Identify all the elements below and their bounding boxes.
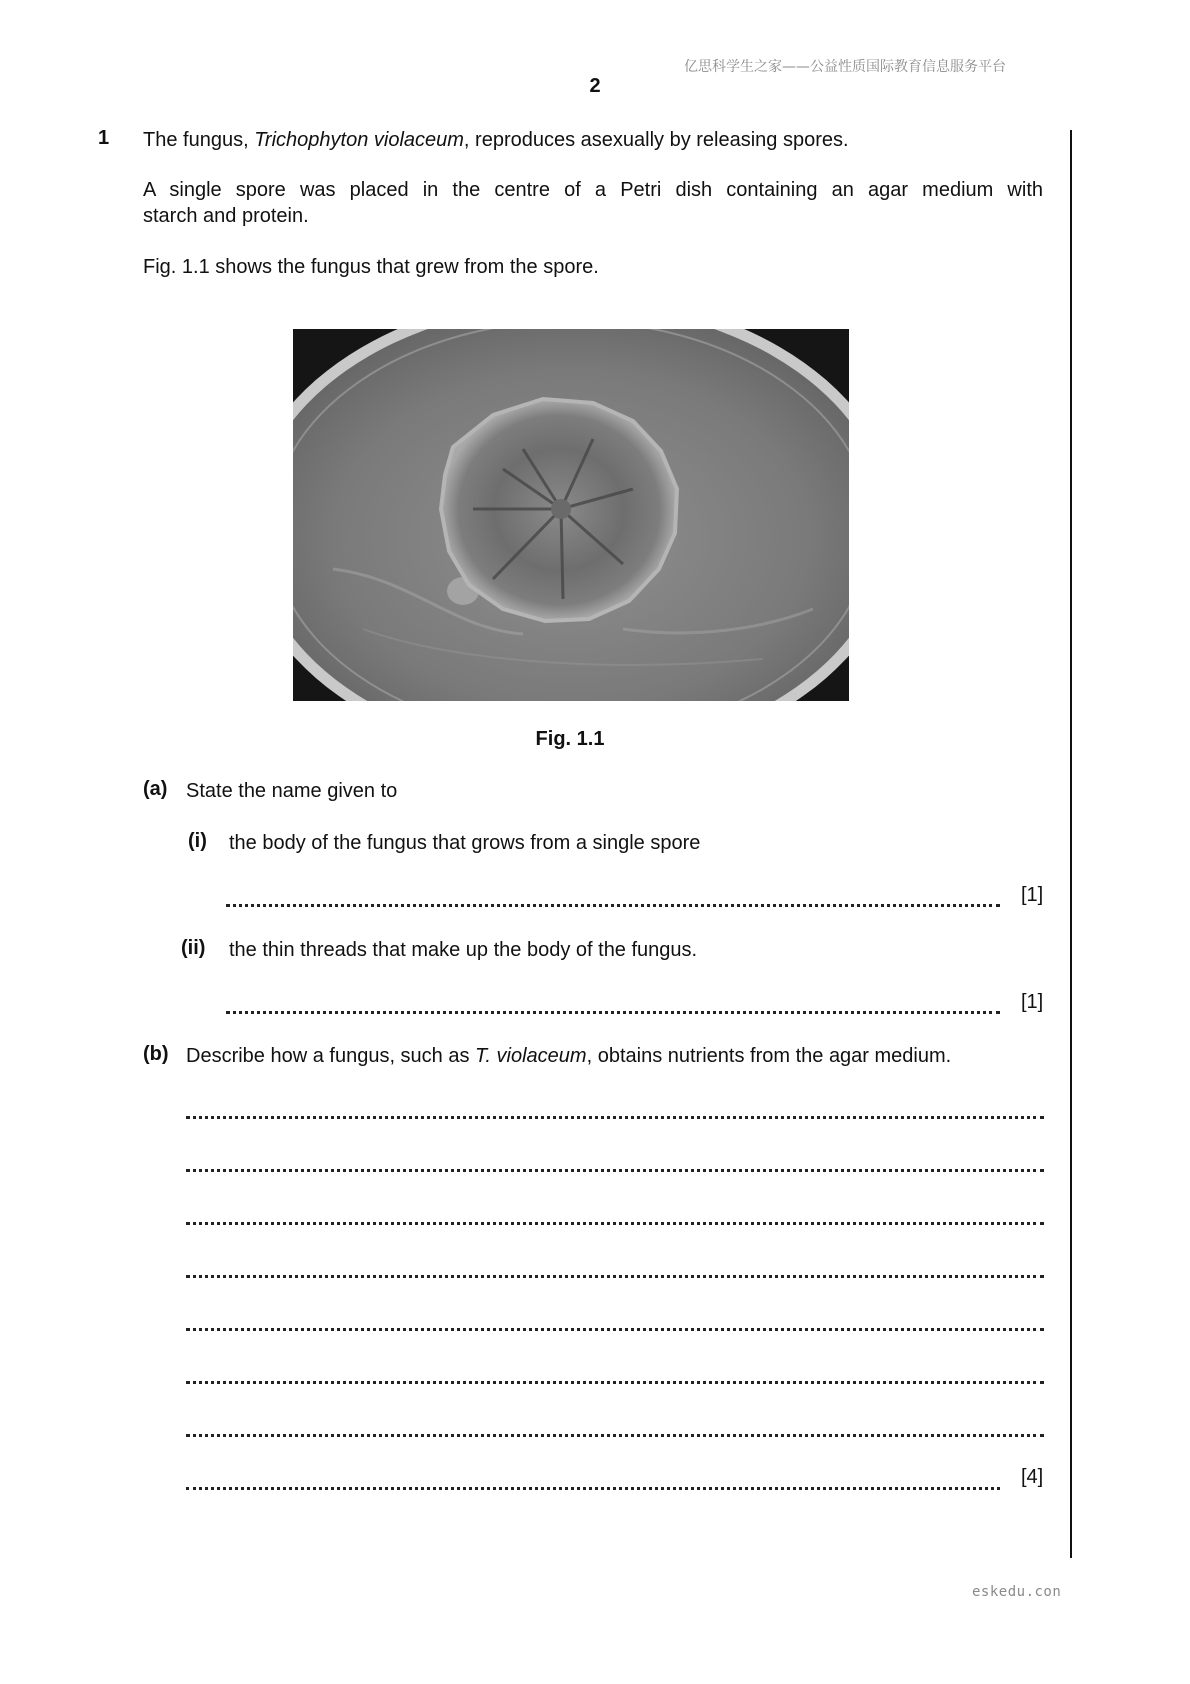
answer-line-b-8[interactable] <box>186 1487 1000 1490</box>
part-b-label: (b) <box>143 1043 169 1065</box>
answer-line-a-i[interactable] <box>226 904 1000 907</box>
answer-line-b-5[interactable] <box>186 1328 1044 1331</box>
answer-line-a-ii[interactable] <box>226 1011 1000 1014</box>
answer-line-b-2[interactable] <box>186 1169 1044 1172</box>
para3: Fig. 1.1 shows the fungus that grew from the spore. <box>143 256 599 278</box>
species-name: Trichophyton violaceum <box>254 129 464 151</box>
answer-line-b-1[interactable] <box>186 1116 1044 1119</box>
watermark-top: 亿思科学生之家——公益性质国际教育信息服务平台 <box>684 59 1006 75</box>
answer-line-b-7[interactable] <box>186 1434 1044 1437</box>
part-b-species: T. violaceum <box>475 1045 587 1067</box>
page-number: 2 <box>589 75 601 97</box>
question-number: 1 <box>98 127 110 149</box>
part-a-stem: State the name given to <box>186 780 398 802</box>
answer-line-b-4[interactable] <box>186 1275 1044 1278</box>
answer-line-b-6[interactable] <box>186 1381 1044 1384</box>
para2-line2: starch and protein. <box>143 205 309 227</box>
intro-prefix: The fungus, <box>143 129 255 151</box>
question-intro <box>143 127 1043 153</box>
part-a-ii-label: (ii) <box>181 937 206 959</box>
part-a-i-label: (i) <box>188 830 207 852</box>
marks-b: [4] <box>1021 1466 1044 1488</box>
part-b-prefix: Describe how a fungus, such as <box>186 1045 476 1067</box>
part-a-i-text: the body of the fungus that grows from a single spore <box>229 832 701 854</box>
part-b-text <box>186 1043 951 1069</box>
answer-line-b-3[interactable] <box>186 1222 1044 1225</box>
petri-dish-photo <box>293 329 849 701</box>
watermark-bottom: eskedu.con <box>972 1584 1062 1600</box>
part-a-ii-text: the thin threads that make up the body of the fungus. <box>229 939 698 961</box>
part-a-label: (a) <box>143 778 168 800</box>
figure-caption: Fig. 1.1 <box>535 728 605 750</box>
marks-a-i: [1] <box>1021 884 1044 906</box>
intro-suffix: , reproduces asexually by releasing spores. <box>463 129 849 151</box>
part-b-suffix: , obtains nutrients from the agar medium. <box>586 1045 952 1067</box>
marks-a-ii: [1] <box>1021 991 1044 1013</box>
para2-line1: A single spore was placed in the centre of a Petri dish containing an agar medium with <box>143 179 1043 201</box>
margin-rule <box>1070 130 1072 1558</box>
